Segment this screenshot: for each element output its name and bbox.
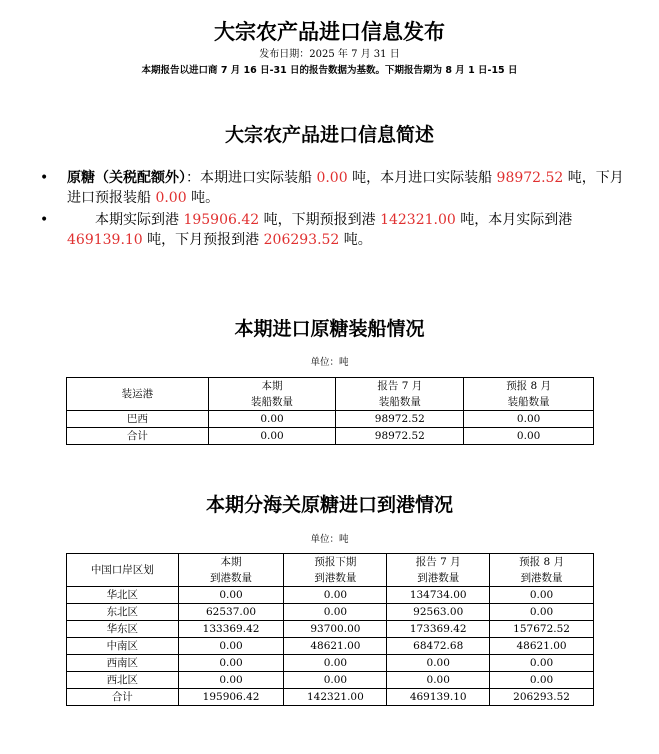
table-row: [67, 411, 594, 428]
column-header-line: 到港数量: [417, 572, 460, 584]
column-header: [67, 378, 209, 411]
text-fragment: 吨，本月实际到港: [455, 212, 573, 228]
shipping-unit: 单位：吨: [310, 357, 349, 368]
summary-item-arrival: [40, 210, 630, 250]
table-cell: 0.00: [464, 428, 594, 445]
column-header-line: 装运港: [121, 388, 154, 400]
bullet-dot-icon: •: [40, 170, 49, 186]
text-fragment: 吨，下月进口预报装船: [67, 170, 624, 206]
column-header: [490, 554, 594, 587]
table-cell: 0.00: [387, 672, 490, 689]
summary-list: [40, 168, 630, 252]
shipping-table: [66, 377, 594, 445]
arrival-unit: 单位：吨: [310, 534, 349, 545]
arrival-section-title: 本期分海关原糖进口到港情况: [205, 494, 453, 516]
value-next-month-shipping: 0.00: [155, 190, 187, 206]
table-cell: 48621.00: [284, 638, 387, 655]
table-cell: 0.00: [284, 672, 387, 689]
column-header: [67, 554, 179, 587]
table-cell: 0.00: [178, 672, 284, 689]
table-cell: 0.00: [208, 428, 336, 445]
summary-item-shipping: [40, 168, 630, 208]
shipping-table-body: [67, 411, 594, 445]
arrival-table: [66, 553, 594, 706]
text-fragment: ：本期进口实际装船: [186, 170, 317, 186]
column-header-line: 报告 7 月: [415, 556, 461, 568]
table-cell: 合计: [67, 689, 179, 706]
value-next-period-arrival: 142321.00: [380, 212, 456, 228]
column-header: [178, 554, 284, 587]
report-period-note: 本期报告以进口商 7 月 16 日-31 日的报告数据为基数。下期报告期为 8 月 1 日-15 日: [141, 65, 518, 76]
column-header-line: 装船数量: [378, 396, 421, 408]
column-header-line: 装船数量: [251, 396, 294, 408]
column-header-line: 本期: [220, 556, 242, 568]
table-cell: 合计: [67, 428, 209, 445]
table-cell: 62537.00: [178, 604, 284, 621]
table-cell: 西北区: [67, 672, 179, 689]
column-header-line: 报告 7 月: [377, 380, 423, 392]
table-cell: 92563.00: [387, 604, 490, 621]
bullet-dot-icon: •: [40, 212, 49, 228]
table-cell: 93700.00: [284, 621, 387, 638]
table-cell: 469139.10: [387, 689, 490, 706]
column-header-line: 到港数量: [210, 572, 253, 584]
table-cell: 华北区: [67, 587, 179, 604]
column-header-line: 到港数量: [314, 572, 357, 584]
column-header-line: 预报 8 月: [506, 380, 552, 392]
table-cell: 98972.52: [336, 411, 464, 428]
table-cell: 0.00: [284, 655, 387, 672]
column-header-line: 装船数量: [507, 396, 550, 408]
column-header-line: 中国口岸区划: [90, 564, 154, 576]
table-cell: 48621.00: [490, 638, 594, 655]
text-fragment: 本期实际到港: [95, 212, 184, 228]
product-label: 原糖（关税配额外）: [67, 170, 186, 186]
table-cell: 0.00: [284, 587, 387, 604]
column-header-line: 到港数量: [520, 572, 563, 584]
header-row: [67, 378, 594, 411]
value-month-arrival: 469139.10: [67, 232, 143, 248]
column-header-line: 预报 8 月: [519, 556, 564, 568]
table-cell: 195906.42: [178, 689, 284, 706]
table-cell: 0.00: [284, 604, 387, 621]
table-cell: 0.00: [490, 587, 594, 604]
column-header: [387, 554, 490, 587]
value-current-shipped: 0.00: [316, 170, 348, 186]
value-next-month-arrival: 206293.52: [263, 232, 340, 248]
column-header: [208, 378, 336, 411]
table-cell: 157672.52: [490, 621, 594, 638]
page-title: 大宗农产品进口信息发布: [214, 20, 445, 44]
column-header-line: 本期: [261, 380, 283, 392]
text-fragment: 吨。: [186, 190, 220, 206]
table-cell: 东北区: [67, 604, 179, 621]
table-cell: 134734.00: [387, 587, 490, 604]
table-row: [67, 689, 594, 706]
shipping-table-header: [67, 378, 594, 411]
table-row: [67, 621, 594, 638]
table-row: [67, 638, 594, 655]
column-header: [464, 378, 594, 411]
text-fragment: 吨，下月预报到港: [142, 232, 264, 248]
arrival-table-header: [67, 554, 594, 587]
table-cell: 0.00: [490, 672, 594, 689]
table-cell: 0.00: [208, 411, 336, 428]
publish-date: 发布日期：2025 年 7 月 31 日: [259, 49, 400, 60]
table-cell: 巴西: [67, 411, 209, 428]
header-row: [67, 554, 594, 587]
value-current-arrival: 195906.42: [183, 212, 260, 228]
table-cell: 华东区: [67, 621, 179, 638]
table-cell: 西南区: [67, 655, 179, 672]
table-row: [67, 587, 594, 604]
table-cell: 0.00: [490, 655, 594, 672]
table-row: [67, 655, 594, 672]
table-cell: 98972.52: [336, 428, 464, 445]
summary-title: 大宗农产品进口信息简述: [224, 124, 434, 146]
table-cell: 173369.42: [387, 621, 490, 638]
table-cell: 0.00: [387, 655, 490, 672]
table-row: [67, 604, 594, 621]
table-cell: 0.00: [178, 655, 284, 672]
table-cell: 133369.42: [178, 621, 284, 638]
column-header: [284, 554, 387, 587]
shipping-section-title: 本期进口原糖装船情况: [234, 318, 425, 340]
value-month-shipped: 98972.52: [496, 170, 564, 186]
text-fragment: 吨，下期预报到港: [259, 212, 381, 228]
table-cell: 0.00: [464, 411, 594, 428]
arrival-table-body: [67, 587, 594, 706]
table-cell: 0.00: [178, 587, 284, 604]
table-cell: 0.00: [178, 638, 284, 655]
table-row: [67, 428, 594, 445]
text-fragment: 吨，本月进口实际装船: [347, 170, 497, 186]
table-cell: 68472.68: [387, 638, 490, 655]
column-header: [336, 378, 464, 411]
table-cell: 0.00: [490, 604, 594, 621]
table-cell: 中南区: [67, 638, 179, 655]
table-cell: 206293.52: [490, 689, 594, 706]
table-row: [67, 672, 594, 689]
text-fragment: 吨。: [339, 232, 372, 248]
column-header-line: 预报下期: [314, 556, 357, 568]
table-cell: 142321.00: [284, 689, 387, 706]
